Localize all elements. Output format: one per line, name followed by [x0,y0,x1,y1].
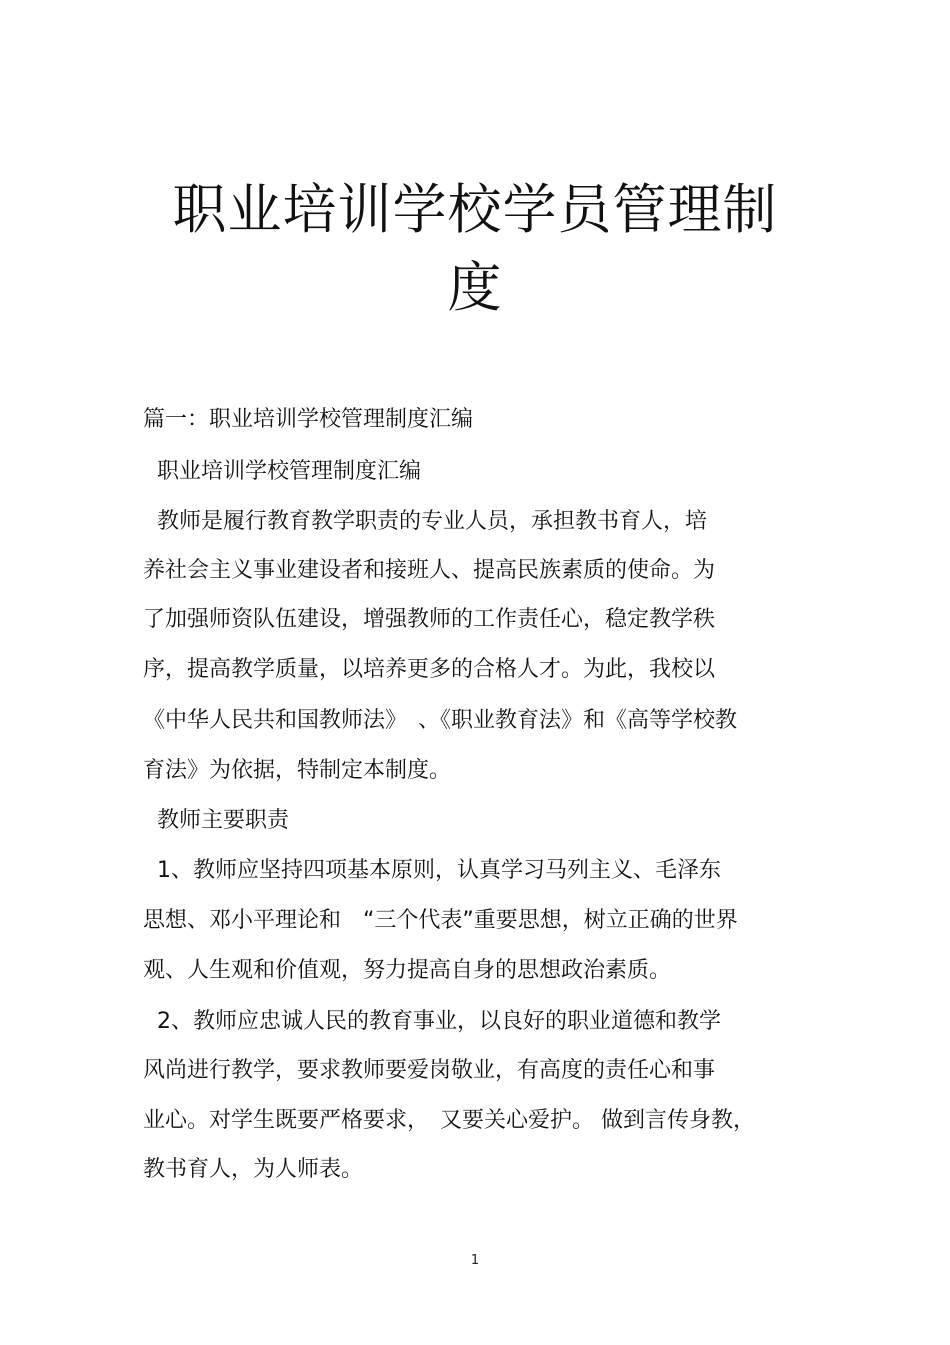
intro-line-3: 了加强师资队伍建设，增强教师的工作责任心，稳定教学秩 [143,607,716,632]
page-number: 1 [470,1253,480,1268]
item-2-line-2: 风尚进行教学，要求教师要爱岗敬业，有高度的责任心和事 [143,1058,716,1083]
item-2-line-3: 业心。对学生既要严格要求， 又要关心爱护。 做到言传身教， [143,1108,755,1133]
intro-line-4: 序，提高教学质量，以培养更多的合格人才。为此，我校以 [143,657,716,682]
intro-line-1: 教师是履行教育教学职责的专业人员，承担教书育人，培 [157,509,708,534]
document-title-line-2: 度 [447,256,503,319]
item-2-line-4: 教书育人，为人师表。 [143,1157,364,1182]
item-1-line-2: 思想、邓小平理论和 “三个代表”重要思想，树立正确的世界 [143,908,738,933]
item-1-line-1: 1、教师应坚持四项基本原则，认真学习马列主义、毛泽东 [157,858,721,883]
item-1-line-3: 观、人生观和价值观，努力提高自身的思想政治素质。 [143,958,672,983]
intro-line-2: 养社会主义事业建设者和接班人、提高民族素质的使命。为 [143,558,716,583]
intro-line-5: 《中华人民共和国教师法》 、《职业教育法》和《高等学校教 [143,708,738,733]
subtitle: 职业培训学校管理制度汇编 [157,459,422,484]
document-title-line-1: 职业培训学校学员管理制 [172,178,778,241]
item-2-line-1: 2、教师应忠诚人民的教育事业，以良好的职业道德和教学 [157,1009,721,1034]
duties-heading: 教师主要职责 [157,808,290,833]
section-heading: 篇一：职业培训学校管理制度汇编 [143,407,474,432]
intro-line-6: 育法》为依据，特制定本制度。 [143,758,452,783]
